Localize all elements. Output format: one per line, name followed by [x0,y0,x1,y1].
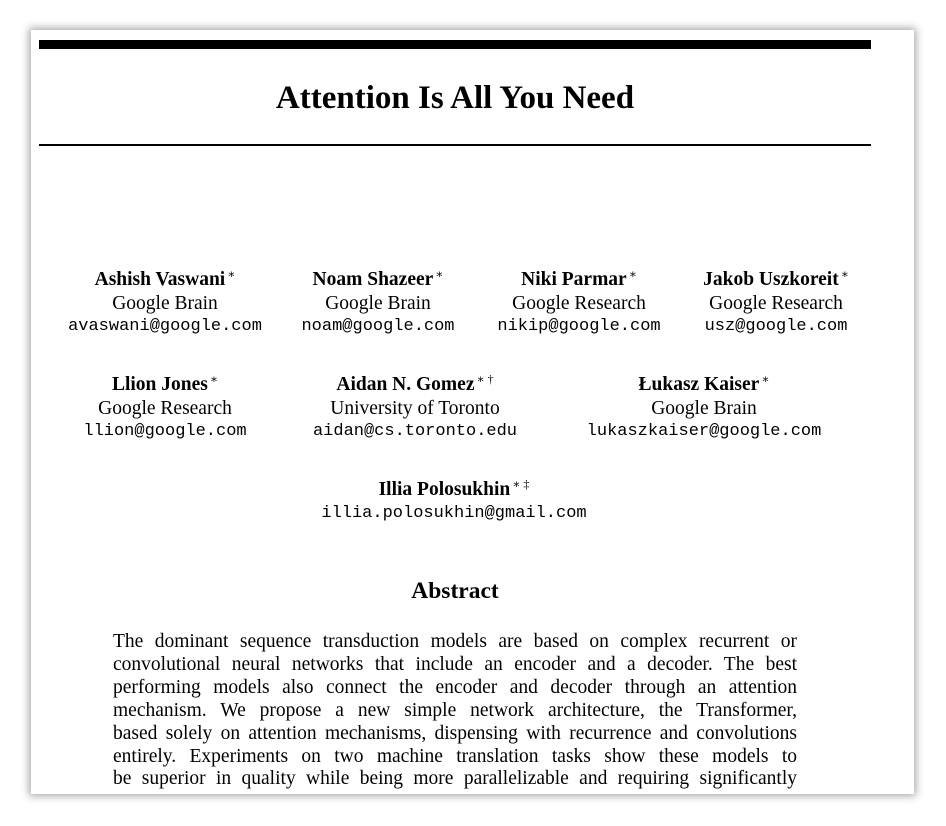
author-footnote-mark: ∗ [761,372,770,386]
author-email: llion@google.com [83,422,247,441]
author-email: noam@google.com [301,317,455,336]
title-rule [39,144,871,146]
abstract-heading: Abstract [411,578,499,604]
author-name: Aidan N. Gomez [336,374,475,395]
author-name: Ashish Vaswani [94,269,226,290]
author-affiliation: Google Brain [325,292,431,314]
author-affiliation: Google Brain [651,397,757,419]
author-footnote-mark: ∗ [628,267,637,281]
author-block [681,263,871,339]
abstract-line: performing models also connect the encoder and decoder through an attention [113,676,797,698]
author-name: Illia Polosukhin [378,479,511,500]
author-name: Noam Shazeer [312,269,434,290]
abstract-line: be superior in quality while being more parallelizable and requiring significantly [113,768,797,790]
author-block [571,368,837,444]
author-email: lukaszkaiser@google.com [586,422,822,441]
author-footnote-mark: ∗ [435,267,444,281]
author-footnote-mark: ∗ † [476,372,494,386]
author-affiliation: Google Research [512,292,646,314]
author-affiliation: Google Research [98,397,232,419]
author-email: aidan@cs.toronto.edu [312,422,518,441]
author-affiliation: Google Research [709,292,843,314]
author-email: nikip@google.com [497,317,661,336]
author-block [297,368,533,444]
abstract-line: convolutional neural networks that include an encoder and a decoder. The best [113,653,797,675]
abstract-line: based solely on attention mechanisms, dispensing with recurrence and convolutions [113,722,797,744]
abstract-body [113,631,797,791]
top-rule [39,40,871,49]
paper-page [31,30,914,794]
author-name: Llion Jones [111,374,208,395]
author-affiliation: Google Brain [112,292,218,314]
author-email: avaswani@google.com [68,317,262,336]
author-name: Niki Parmar [521,269,627,290]
author-email: usz@google.com [704,317,848,336]
author-footnote-mark: ∗ [227,267,236,281]
author-name: Łukasz Kaiser [638,374,760,395]
author-block [279,263,477,339]
author-footnote-mark: ∗ ‡ [512,477,530,491]
author-footnote-mark: ∗ [840,267,849,281]
author-email: illia.polosukhin@gmail.com [321,503,587,523]
author-name: Jakob Uszkoreit [703,269,839,290]
author-footnote-mark: ∗ [209,372,219,386]
abstract-line: entirely. Experiments on two machine translation tasks show these models to [113,745,797,767]
author-block [301,473,607,525]
paper-title: Attention Is All You Need [275,80,635,116]
author-block [477,263,681,339]
author-block [57,263,273,339]
author-affiliation: University of Toronto [330,397,500,419]
author-block [71,368,259,444]
abstract-line: The dominant sequence transduction models are based on complex recurrent or [113,631,797,652]
abstract-line: mechanism. We propose a new simple network architecture, the Transformer, [113,699,797,721]
